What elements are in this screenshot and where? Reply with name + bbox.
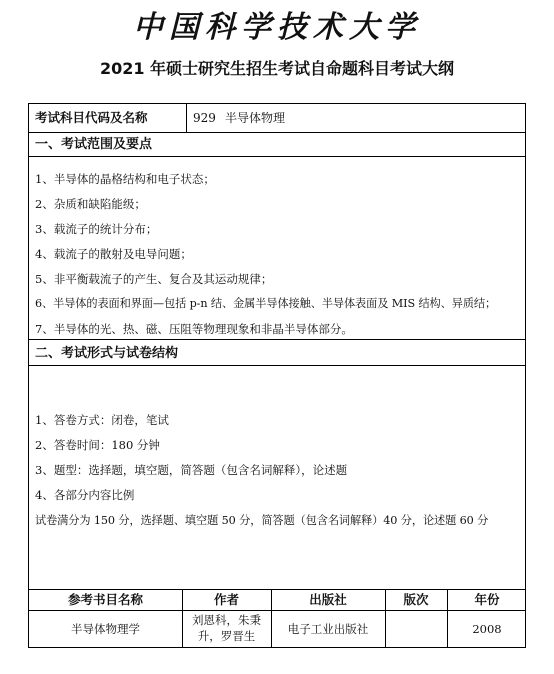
list-item: 7、半导体的光、热、磁、压阻等物理现象和非晶半导体部分。: [35, 322, 353, 336]
book-title: 半导体物理学: [71, 622, 140, 636]
list-item: 4、各部分内容比例: [35, 488, 135, 502]
subject-code: 929: [193, 111, 216, 125]
book-publisher: 电子工业出版社: [287, 622, 369, 636]
list-item: 1、答卷方式：闭卷，笔试: [35, 413, 169, 427]
book-year: 2008: [472, 622, 502, 636]
divider: [29, 156, 525, 157]
column-header: 出版社: [309, 592, 347, 607]
column-header: 版次: [403, 592, 429, 607]
list-item: 2、杂质和缺陷能级；: [35, 197, 146, 211]
list-item: 3、题型：选择题，填空题，简答题（包含名词解释），论述题: [35, 463, 348, 477]
divider: [186, 104, 187, 132]
column-header: 参考书目名称: [67, 592, 143, 607]
list-item: 6、半导体的表面和界面—包括 p-n 结、金属半导体接触、半导体表面及 MIS 结构、异质结；: [35, 297, 497, 310]
divider: [29, 365, 525, 366]
subject-label: 考试科目代码及名称: [35, 110, 148, 125]
list-item: 1、半导体的晶格结构和电子状态；: [35, 172, 215, 186]
list-item: 4、载流子的散射及电导问题；: [35, 247, 192, 261]
book-author-line2: 升，罗晋生: [197, 629, 256, 643]
divider: [29, 610, 525, 611]
list-item: 试卷满分为 150 分，选择题、填空题 50 分，简答题（包含名词解释）40 分，论述题 60 分: [35, 514, 489, 527]
document-title: 2021 年硕士研究生招生考试自命题科目考试大纲: [99, 59, 455, 78]
syllabus-table: [28, 103, 526, 648]
column-header: 作者: [213, 592, 239, 607]
subject-name: 半导体物理: [225, 111, 286, 125]
list-item: 2、答卷时间：180 分钟: [35, 438, 160, 452]
list-item: 3、载流子的统计分布；: [35, 222, 158, 236]
section2-heading: 二、考试形式与试卷结构: [35, 346, 179, 361]
section1-heading: 一、考试范围及要点: [35, 137, 153, 152]
list-item: 5、非平衡载流子的产生、复合及其运动规律；: [35, 272, 273, 286]
divider: [29, 589, 525, 590]
book-author-line1: 刘恩科，朱秉: [192, 613, 261, 627]
university-logo: 中国科学技术大学: [133, 10, 421, 45]
divider: [29, 339, 525, 340]
column-header: 年份: [474, 592, 500, 607]
divider: [29, 132, 525, 133]
